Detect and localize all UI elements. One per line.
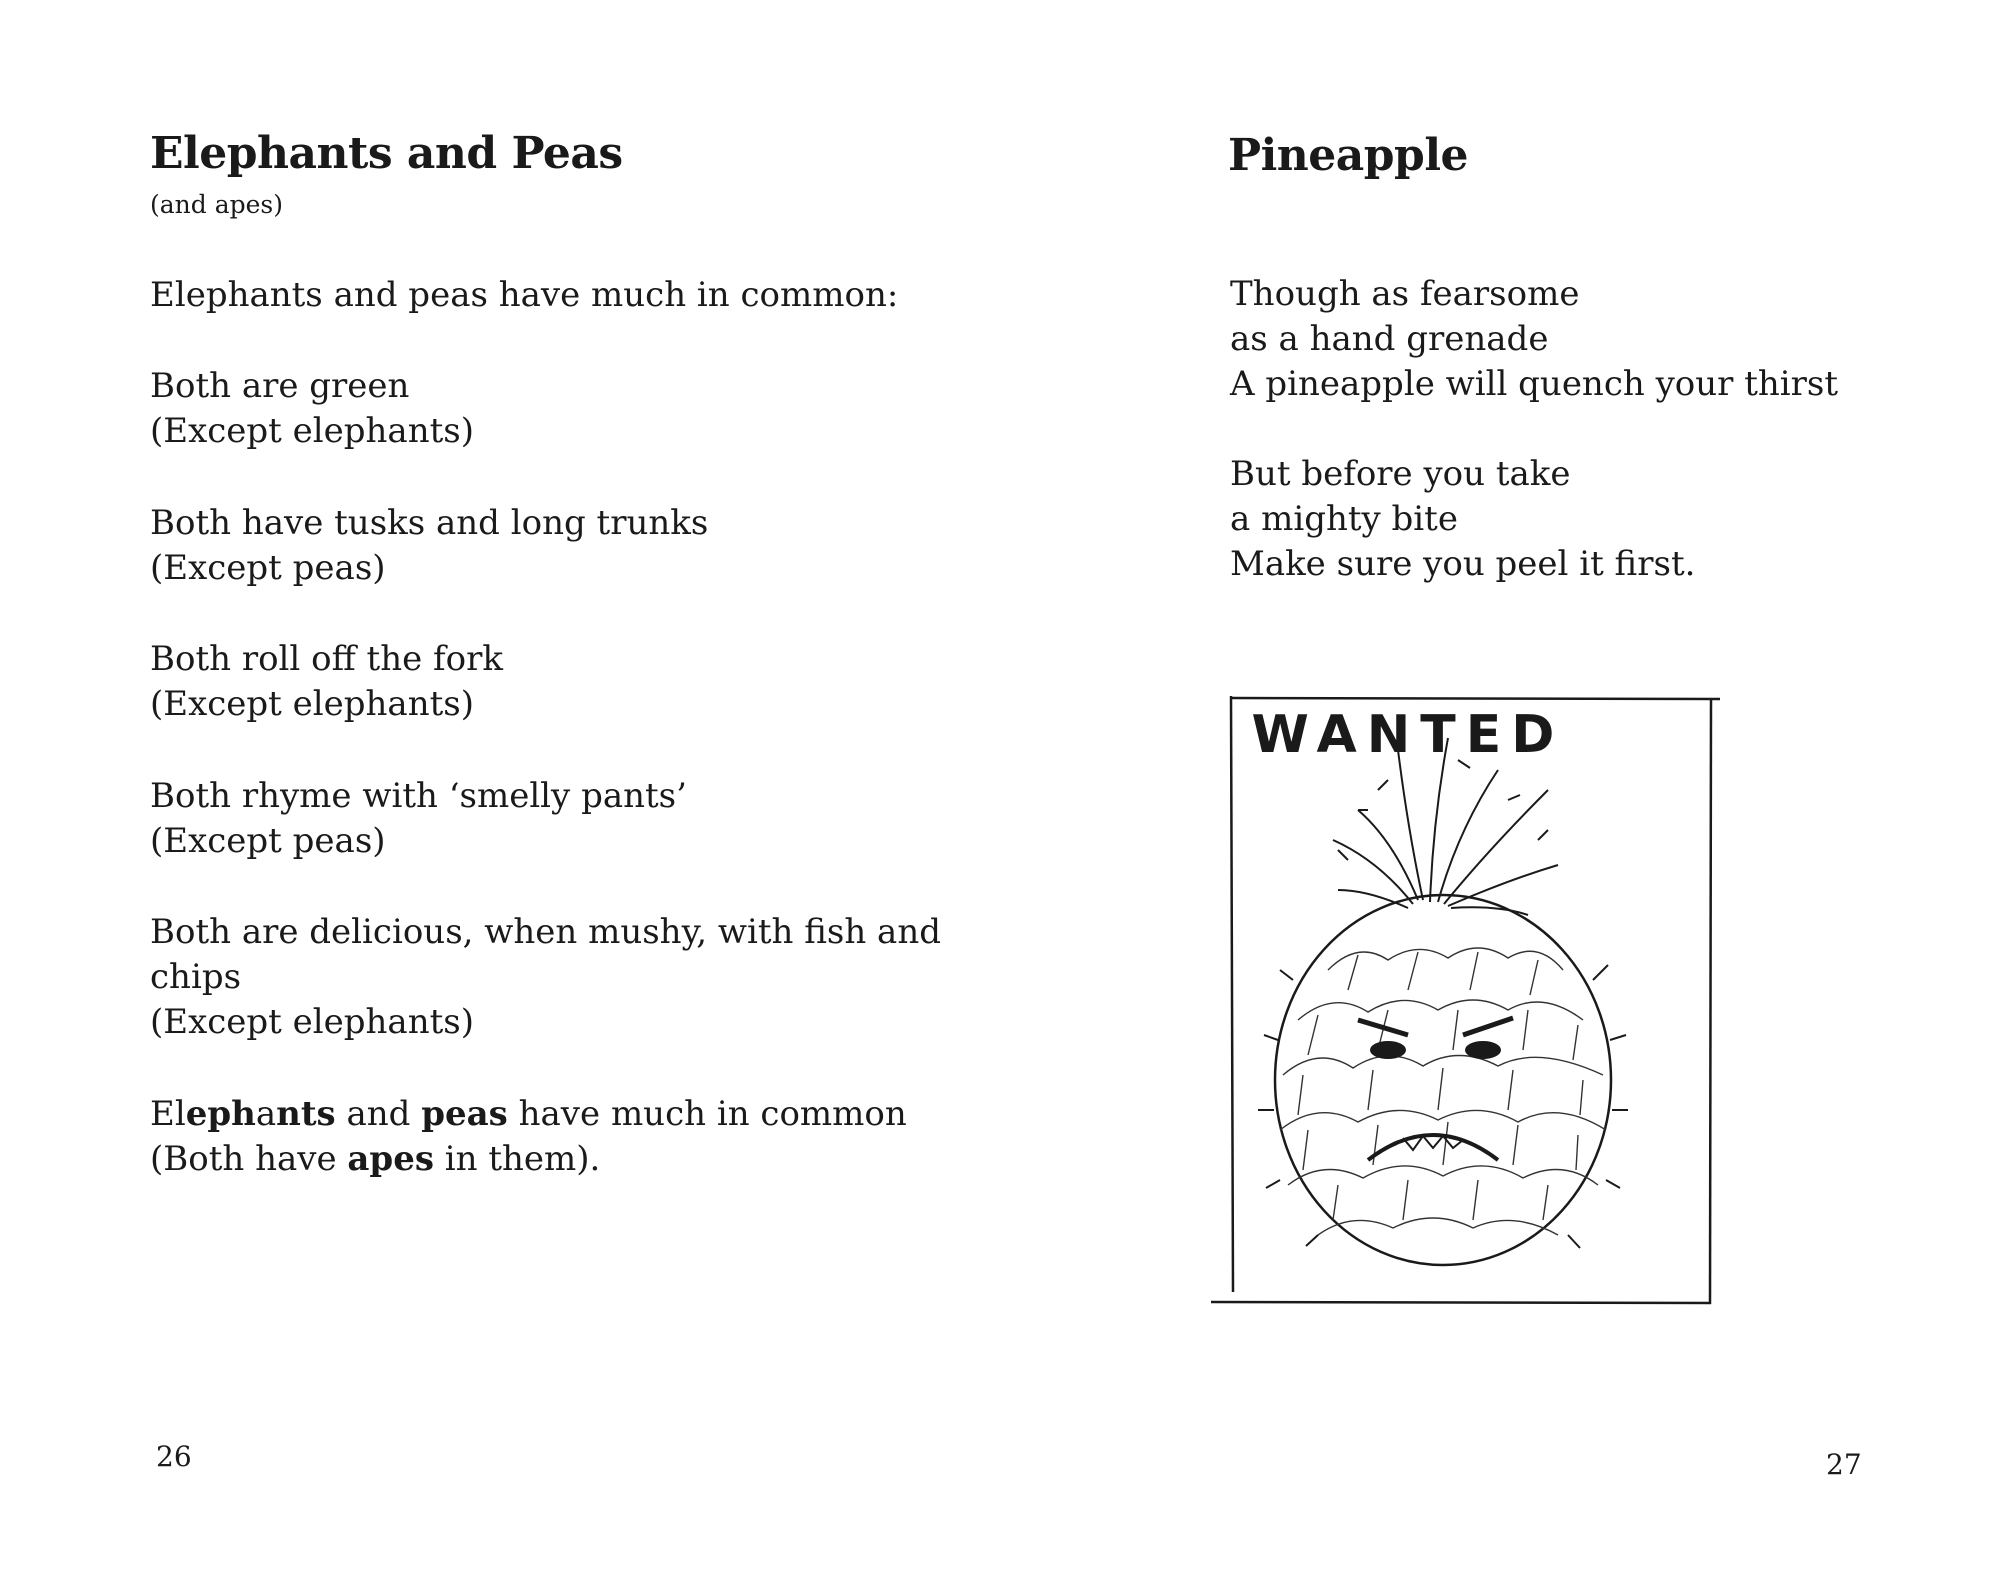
- final-stanza: [150, 1092, 907, 1182]
- wanted-poster-illustration: [1208, 690, 1728, 1320]
- stanza-line: (Except elephants): [150, 411, 474, 451]
- stanza-line: Both are delicious, when mushy, with fish and: [150, 912, 941, 952]
- stanza-line: (Except elephants): [150, 1002, 474, 1042]
- right-page: [1000, 0, 2000, 1576]
- pineapple-scales: [1280, 948, 1606, 1235]
- stanza-line: Both have tusks and long trunks: [150, 503, 709, 543]
- bold-run: nts: [276, 1094, 336, 1134]
- poem-title-elephants: Elephants and Peas: [150, 128, 623, 179]
- final-line-1: [150, 1092, 907, 1137]
- poem-title-pineapple: Pineapple: [1228, 130, 1469, 181]
- stanza-line: Though as fearsome: [1230, 274, 1580, 314]
- text-run: a: [255, 1094, 277, 1134]
- stanza-1: [1230, 272, 1838, 407]
- stanza-line: a mighty bite: [1230, 499, 1458, 539]
- wanted-heading: WANTED: [1251, 705, 1565, 765]
- page-number-right: 27: [1826, 1448, 1862, 1481]
- stanza-line: Both are green: [150, 366, 410, 406]
- stanza-line: But before you take: [1230, 454, 1571, 494]
- stanza-line: (Except elephants): [150, 684, 474, 724]
- stanza-line: (Except peas): [150, 821, 386, 861]
- stanza-2: [150, 501, 708, 591]
- stanza-2: [1230, 452, 1695, 587]
- stanza-line: as a hand grenade: [1230, 319, 1549, 359]
- text-run: have much in common: [507, 1094, 907, 1134]
- stanza-3: [150, 637, 503, 727]
- bold-run: apes: [347, 1139, 434, 1179]
- pineapple-body-icon: [1275, 895, 1611, 1265]
- final-line-2: [150, 1137, 907, 1182]
- poem-subtitle: (and apes): [150, 190, 283, 219]
- text-run: (Both have: [150, 1139, 348, 1179]
- stanza-4: [150, 774, 687, 864]
- stanza-line: Both rhyme with ‘smelly pants’: [150, 776, 687, 816]
- stanza-line: A pineapple will quench your thirst: [1230, 364, 1839, 404]
- text-run: in them).: [433, 1139, 601, 1179]
- stanza-1: [150, 364, 474, 454]
- stanza-line: (Except peas): [150, 548, 386, 588]
- intro-line: [150, 273, 898, 318]
- bold-run: eph: [185, 1094, 256, 1134]
- stanza-line: Both roll off the fork: [150, 639, 503, 679]
- bold-run: peas: [421, 1094, 508, 1134]
- text-run: and: [335, 1094, 422, 1134]
- page-number-left: 26: [156, 1440, 192, 1473]
- text-run: El: [150, 1094, 186, 1134]
- stanza-line: Make sure you peel it first.: [1230, 544, 1696, 584]
- stanza-5: [150, 910, 941, 1045]
- stanza-line: chips: [150, 957, 242, 997]
- intro-text: Elephants and peas have much in common:: [150, 275, 899, 315]
